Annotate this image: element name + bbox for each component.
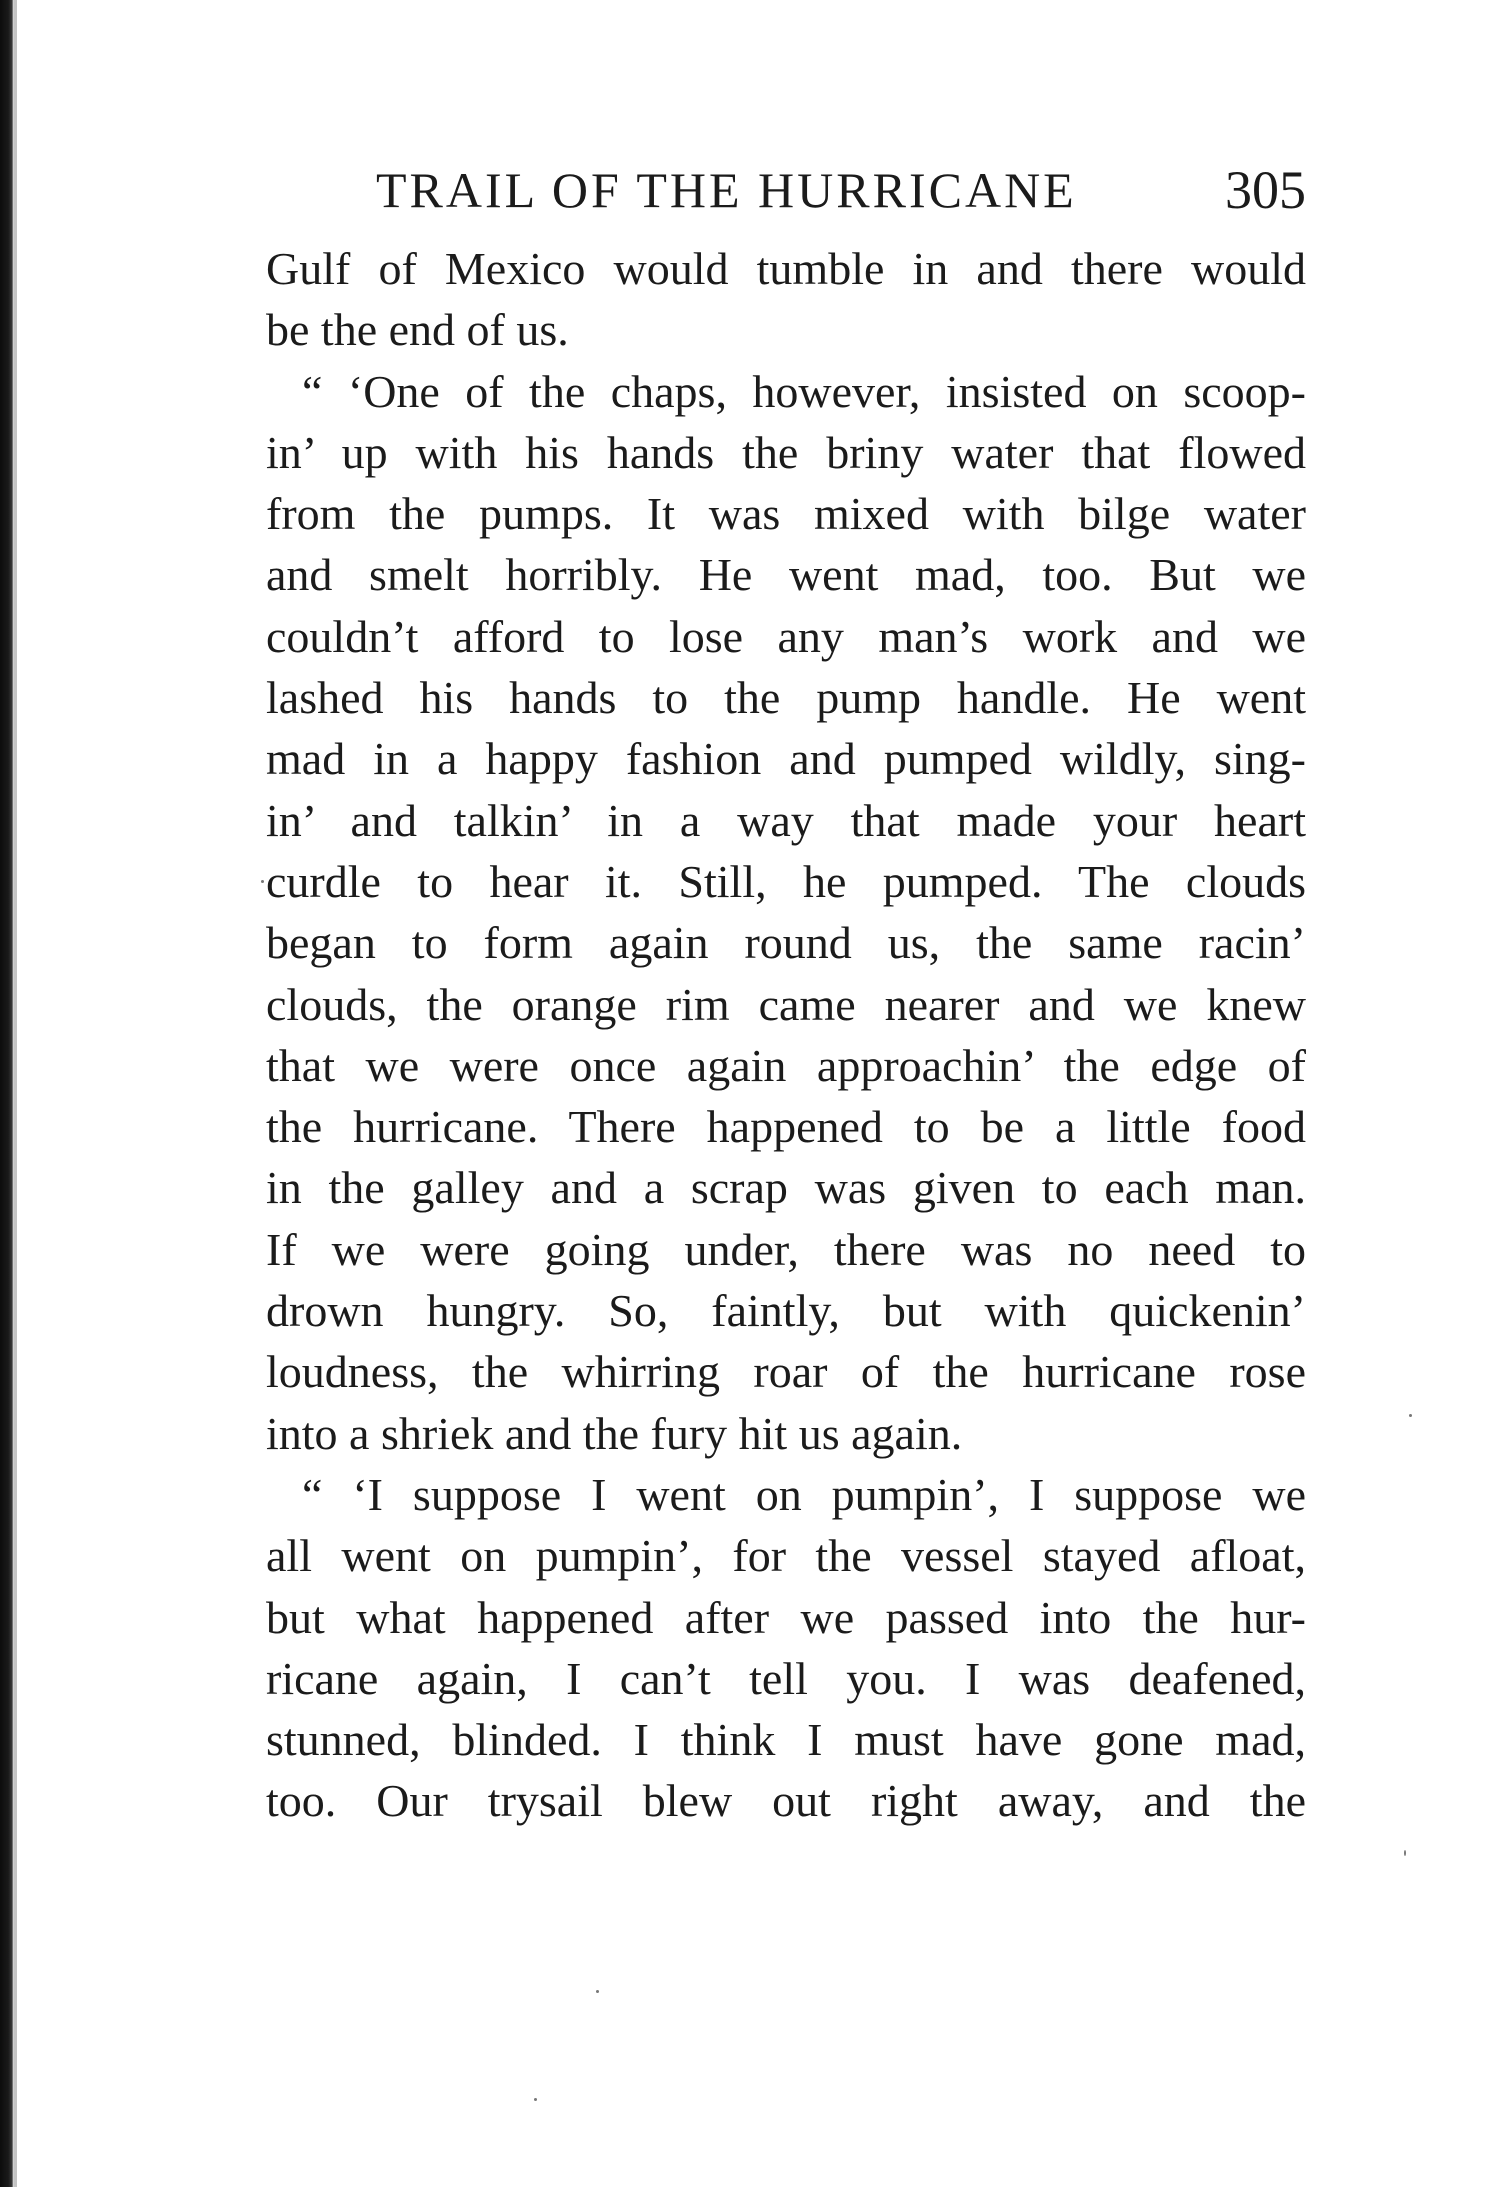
text-line: and smelt horribly. He went mad, too. But we [266,549,1306,601]
text-line: into a shriek and the fury hit us again. [266,1407,963,1459]
text-line: all went on pumpin’, for the vessel stayed afloat, [266,1530,1306,1582]
body-text [266,238,1306,1832]
paper-speck [1404,1850,1406,1856]
text-line: couldn’t afford to lose any man’s work and we [266,610,1306,662]
text-line: ricane again, I can’t tell you. I was deafened, [266,1652,1306,1704]
text-line: “ ‘One of the chaps, however, insisted on scoop- [302,365,1306,417]
text-line: If we were going under, there was no need to [266,1223,1306,1275]
running-title: TRAIL OF THE HURRICANE [376,162,1077,218]
text-line: mad in a happy fashion and pumped wildly, sing- [266,733,1306,785]
paper-speck [1409,1414,1412,1417]
text-line: curdle to hear it. Still, he pumped. The clouds [266,855,1306,907]
text-line: stunned, blinded. I think I must have gone mad, [266,1714,1306,1766]
text-line: loudness, the whirring roar of the hurricane rose [266,1346,1306,1398]
paper-speck [596,1990,599,1993]
text-line: lashed his hands to the pump handle. He went [266,672,1306,724]
text-line: but what happened after we passed into the hur- [266,1591,1306,1643]
paper-speck [534,2098,537,2101]
binding-edge-shadow [0,0,14,2187]
paper-speck [261,880,264,883]
text-line: clouds, the orange rim came nearer and we knew [266,978,1306,1030]
text-line: in’ up with his hands the briny water that flowed [266,426,1306,478]
text-line: the hurricane. There happened to be a little food [266,1101,1306,1153]
text-line: from the pumps. It was mixed with bilge water [266,488,1306,540]
text-line: Gulf of Mexico would tumble in and there would [266,243,1306,294]
text-line: be the end of us. [266,304,569,356]
binding-edge-line [14,0,17,2187]
page-header [266,150,1306,230]
text-line: “ ‘I suppose I went on pumpin’, I suppose we [302,1468,1306,1520]
page-number: 305 [1225,160,1306,220]
text-line: began to form again round us, the same racin’ [266,917,1306,969]
text-line: too. Our trysail blew out right away, and the [266,1775,1306,1827]
text-line: that we were once again approachin’ the edge of [266,1039,1306,1091]
text-line: drown hungry. So, faintly, but with quickenin’ [266,1285,1306,1337]
text-line: in’ and talkin’ in a way that made your heart [266,794,1306,846]
text-line: in the galley and a scrap was given to each man. [266,1162,1306,1214]
